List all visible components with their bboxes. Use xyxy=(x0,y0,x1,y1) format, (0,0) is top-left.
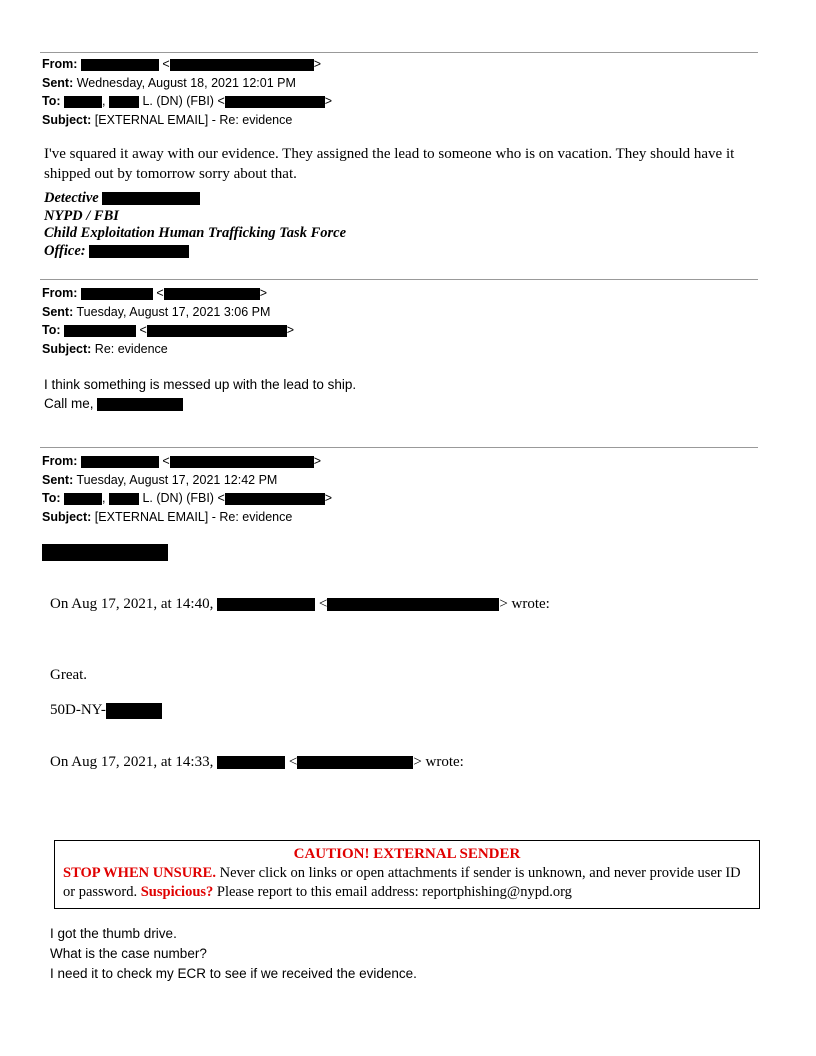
message-2-body-line-2: Call me, xyxy=(44,394,744,413)
header-from: From: < > xyxy=(42,286,268,300)
redaction-from-name xyxy=(81,456,159,468)
redaction-to-email xyxy=(147,325,287,337)
redaction-callback-number xyxy=(97,398,183,411)
final-message-line-1: I got the thumb drive. xyxy=(50,926,177,941)
redaction-quote2-email xyxy=(297,756,413,769)
final-message-line-3: I need it to check my ECR to see if we received the evidence. xyxy=(50,966,417,981)
redaction-quote1-name xyxy=(217,598,315,611)
header-sent: Sent: Tuesday, August 17, 2021 12:42 PM xyxy=(42,472,278,487)
caution-text-2: Please report to this email address: reportphishing@nypd.org xyxy=(216,884,572,900)
case-number-partial-2: 50D-NY- xyxy=(50,700,162,720)
redaction-to-lastname xyxy=(64,96,102,108)
divider-3 xyxy=(40,447,758,448)
divider-1 xyxy=(40,52,758,53)
redaction-from-name xyxy=(81,59,159,71)
quote-line-1: On Aug 17, 2021, at 14:40, < > wrote: xyxy=(50,596,550,612)
redaction-detective-name xyxy=(102,192,200,205)
caution-text-1: Never click on links or open attachments if sender is unknown, and never provide user ID or password. xyxy=(63,865,741,900)
redaction-quote1-email xyxy=(327,598,499,611)
reply-great-text: Great. xyxy=(50,667,88,683)
final-message xyxy=(50,924,750,984)
message-1-body: I've squared it away with our evidence. They assigned the lead to someone who is on vacation. They should have it shipped out by tomorrow sorry about that. xyxy=(44,146,735,182)
signature-agency: NYPD / FBI xyxy=(44,207,119,224)
redaction-from-email xyxy=(164,288,260,300)
redaction-to-firstname xyxy=(109,96,139,108)
signature-office-line: Office: xyxy=(44,243,544,261)
message-2-body xyxy=(44,375,744,413)
message-1-signature xyxy=(44,190,544,260)
redaction-from-email xyxy=(170,59,314,71)
header-subject: Subject: Re: evidence xyxy=(42,341,168,356)
redaction-from-email xyxy=(170,456,314,468)
redaction-to-email xyxy=(225,96,325,108)
final-message-line-2: What is the case number? xyxy=(50,946,207,961)
redaction-case-number-2 xyxy=(106,703,162,719)
caution-body xyxy=(63,864,751,902)
redaction-to-email xyxy=(225,493,325,505)
caution-lead: STOP WHEN UNSURE. xyxy=(63,865,216,881)
message-3-headers xyxy=(42,452,772,526)
redaction-from-name xyxy=(81,288,153,300)
header-from: From: < > xyxy=(42,454,322,468)
redaction-to-name xyxy=(64,325,136,337)
redaction-office-phone xyxy=(89,245,189,258)
caution-banner xyxy=(54,840,760,909)
case-number-partial-1: 31E-NY- xyxy=(42,543,94,562)
redaction-quote2-name xyxy=(217,756,285,769)
signature-taskforce: Child Exploitation Human Trafficking Task Force xyxy=(44,225,347,241)
message-2-headers xyxy=(42,284,772,358)
redaction-to-firstname xyxy=(109,493,139,505)
header-subject: Subject: [EXTERNAL EMAIL] - Re: evidence xyxy=(42,112,293,127)
caution-title: CAUTION! EXTERNAL SENDER xyxy=(293,846,521,862)
header-sent: Sent: Tuesday, August 17, 2021 3:06 PM xyxy=(42,304,271,319)
header-sent: Sent: Wednesday, August 18, 2021 12:01 PM xyxy=(42,75,296,90)
caution-highlight: Suspicious? xyxy=(140,884,214,900)
header-to: To: , L. (DN) (FBI) < > xyxy=(42,491,333,505)
header-to: To: , L. (DN) (FBI) < > xyxy=(42,94,333,108)
header-from: From: < > xyxy=(42,57,322,71)
divider-2 xyxy=(40,279,758,280)
header-subject: Subject: [EXTERNAL EMAIL] - Re: evidence xyxy=(42,509,293,524)
quote-line-2: On Aug 17, 2021, at 14:33, < > wrote: xyxy=(50,754,464,770)
message-1-headers xyxy=(42,55,772,129)
redaction-to-lastname xyxy=(64,493,102,505)
header-to: To: < > xyxy=(42,323,295,337)
message-2-body-line-1: I think something is messed up with the lead to ship. xyxy=(44,377,357,392)
signature-detective-line: Detective xyxy=(44,190,544,208)
